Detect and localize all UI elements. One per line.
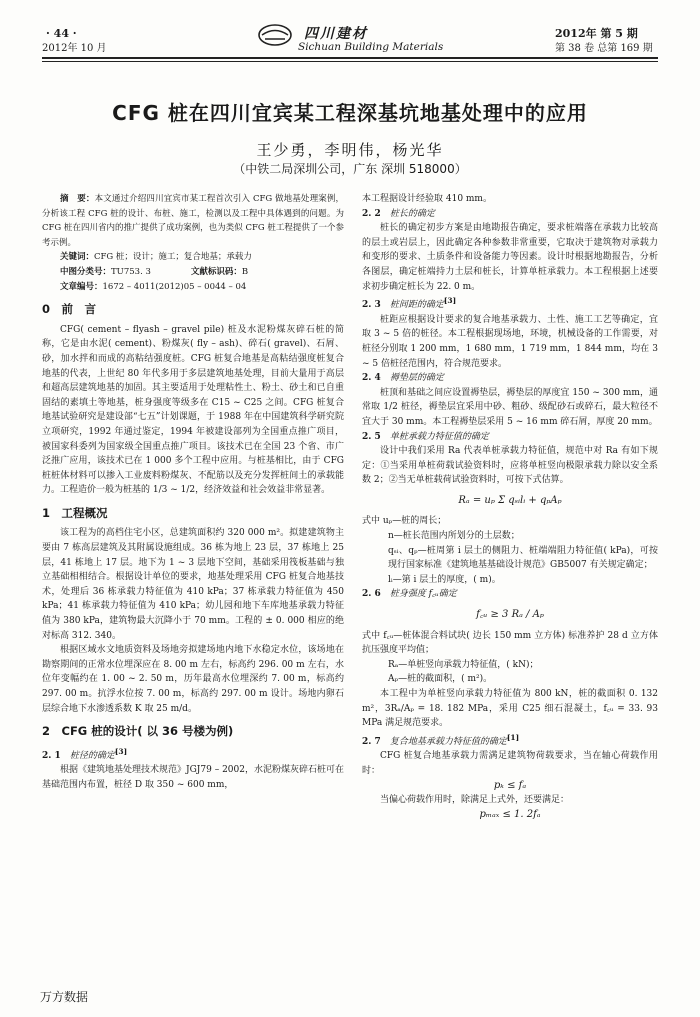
left-column [42, 192, 344, 793]
section-1-title: 1 工程概况 [42, 505, 108, 520]
where-3: qₛᵢ、qₚ—桩周第 i 层土的侧阻力、桩端端阻力特征值( kPa)，可按现行国家标准《建筑地基基础设计规范》GB5007 有关规定确定； [388, 545, 658, 571]
subsection-2-3-text: 桩距应根据设计要求的复合地基承载力、土性、施工工艺等确定，宜取 3 ~ 5 倍的桩径。本工程根据现场地，环境，机械设备的工作需要，对桩径分别取 1 200 mm，1 680 mm，1 719 mm，1 844 mm，均在 3 ~ 5 倍桩径范围内，符合规范要求。 [362, 314, 658, 369]
subsection-2-3-title: 2. 3 桩间距的确定[3] [362, 296, 457, 311]
page-number: · 44 · [46, 27, 77, 40]
right-column [362, 192, 658, 822]
classification [42, 265, 344, 280]
paper-affiliation: （中铁二局深圳公司，广东 深圳 518000） [233, 162, 467, 176]
abstract-text: 本文通过介绍四川宜宾市某工程首次引入 CFG 做地基处理案例，分析该工程 CFG 桩的设计、布桩、施工，检测以及工程中具体遇到的问题。为 CFG 桩在四川省内的推广提供了成功案例，也为类似 CFG 桩工程提供了一个参考示例。 [42, 194, 344, 248]
header-rule-thin [42, 61, 658, 62]
abstract-label: 摘 要： [60, 194, 95, 204]
journal-title-en: Sichuan Building Materials [298, 41, 444, 53]
subsection-2-6-title: 2. 6 桩身强度 f꜀ᵤ确定 [362, 589, 457, 600]
abstract [42, 192, 344, 250]
subsection-2-5-title: 2. 5 单桩承载力特征值的确定 [362, 431, 489, 442]
article-text: 1672 – 4011(2012)05 – 0044 – 04 [102, 281, 247, 292]
keywords-text: CFG 桩；设计；施工；复合地基；承载力 [94, 252, 252, 263]
section-1-para-2: 根据区域水文地质资料及场地旁拟建场地内地下水稳定水位，该场地在勘察期间的正常水位埋深应在 8. 00 m 左右，标高约 296. 00 m 左右，水位年变幅约在 1. 00 ~ 2. 50 m，历年最高水位埋深约 7. 00 m，标高约 297. 00 m。抗浮水位按 7. 00 m，标高约 297. 00 m 设计。场地内卵石层综合地下水渗透系数 K 取 25 m/d。 [42, 645, 344, 714]
where-4: lᵢ—第 i 层土的厚度，( m)。 [388, 574, 501, 585]
where-2: n—桩长范围内所划分的土层数； [388, 531, 520, 542]
journal-logo-icon [258, 24, 292, 46]
header-volume: 第 38 卷 总第 169 期 [555, 43, 653, 54]
subsection-2-7-text-2: 当偏心荷载作用时，除满足上式外，还要满足： [380, 795, 570, 806]
subsection-2-1-text: 根据《建筑地基处理技术规范》JGJ79 – 2002，水泥粉煤灰碎石桩可在基础范围内布置，桩径 D 取 350 ~ 600 mm， [42, 765, 344, 790]
clc-label: 中图分类号： [60, 266, 112, 277]
subsection-2-5-text: 设计中我们采用 Ra 代表单桩承载力特征值，规范中对 Ra 有如下规定：①当采用单桩荷载试验资料时，应将单桩竖向极限承载力除以安全系数 2；②当无单桩载荷试验资料时，可按下式估算。 [362, 446, 658, 486]
doc-label: 文献标识码： [190, 266, 242, 277]
header-date: 2012年 10 月 [42, 43, 107, 54]
keywords-label: 关键词： [60, 252, 95, 263]
subsection-2-4-title: 2. 4 褥垫层的确定 [362, 373, 444, 384]
section-2-title: 2 CFG 桩的设计( 以 36 号楼为例) [42, 724, 234, 739]
section-0-para: CFG( cement – flyash – gravel pile) 桩及水泥粉煤灰碎石桩的简称，它是由水泥( cement)、粉煤灰( fly – ash)、碎石( gravel)、石屑、砂，加水拌和而成的高粘结强度桩。CFG 桩复合地基是高粘结强度桩复合地基的代表，上世纪 80 年代多用于多层建筑地基处理，目前大量用于高层和超高层建筑地基的加固。其主要适用于处理粘性土、粉土、砂土和已自重固结的素填土等地基，桩身强度等级多在 C15 ~ C25 之间。CFG 桩复合地基试验研究是建设部“七五”计划课题，于 1988 年在中国建筑科学研究院立项研究，1992 年通过鉴定，1994 年被建设部列为全国重点推广项目，被国家科委列为国家级全国重点推广项目。该技术已在全国 23 个省、市广泛推广应用，该技术已在 1 000 多个工程中应用。与桩基相比，由于 CFG 桩桩体材料可以掺入工业废料粉煤灰、不配筋以及充分发挥桩间土的承载能力。工程造价一般为桩基的 1/3 ~ 1/2，经济效益和社会效益非常显著。 [42, 324, 344, 496]
footer-watermark: 万方数据 [40, 990, 89, 1004]
subsection-2-2-title: 2. 2 桩长的确定 [362, 208, 435, 219]
paper-title: CFG 桩在四川宜宾某工程深基坑地基处理中的应用 [112, 101, 588, 125]
header-rule [42, 57, 658, 59]
section-1-para-1: 该工程为的高档住宅小区，总建筑面积约 320 000 m²。拟建建筑物主要由 7 栋高层建筑及其附属设施组成。36 栋为地上 23 层，37 栋地上 25 层，41 栋地上 17 层。地下为 1 ~ 3 层地下空间，基础采用筏板基础与独立基础相相结合。根据设计单位的要求，地基处理采用 CFG 桩复合地基技术，处理后 36 栋承载力特征值为 410 kPa；37 栋承载力特征值为 450 kPa；41 栋承载力特征值为 410 kPa；幼儿园和地下车库地基承载力特征值为 380 kPa，建筑物最大沉降小于 70 mm。工程的 ± 0. 000 相应的绝对标高 312. 340。 [42, 528, 344, 641]
where-5: 式中 f꜀ᵤ—桩体混合料试块( 边长 150 mm 立方体) 标准养护 28 d 立方体抗压强度平均值； [362, 630, 658, 656]
journal-title-cn: 四川建材 [304, 26, 368, 42]
subsection-2-7-title: 2. 7 复合地基承载力特征值的确定[1] [362, 732, 520, 747]
subsection-2-2-text: 桩长的确定初步方案是由地勘报告确定，要求桩端落在承载力比较高的层土或岩层上，因此确定各种参数非常重要，它取决于建筑物对承载力和变形的要求、土质条件和设备能力等因素。设计时根据地勘报告，分析各图层，确定桩端持力土层和桩长，计算单桩承载力。本工程根据上述要求初步确定桩长为 22. 0 m。 [362, 223, 658, 292]
subsection-2-6-text: 本工程中为单桩竖向承载力特征值为 800 kN，桩的截面积 0. 132 m²，3Rₐ/Aₚ = 18. 182 MPa，采用 C25 细石混凝土，f꜀ᵤ = 33. 93 MPa 满足规范要求。 [362, 689, 658, 729]
subsection-2-1-title: 2. 1 桩径的确定[3] [42, 746, 128, 761]
paper-authors: 王少勇，李明伟，杨光华 [256, 141, 444, 159]
where-6: Rₐ—单桩竖向承载力特征值，( kN)； [388, 659, 539, 670]
equation-4: pₘₐₓ ≤ 1. 2fₐ [479, 808, 541, 820]
keywords [42, 250, 344, 265]
where-1: 式中 uₚ—桩的周长； [362, 516, 447, 527]
equation-3: pₖ ≤ fₐ [493, 779, 527, 791]
subsection-2-4-text: 桩顶和基础之间应设置褥垫层，褥垫层的厚度宜 150 ~ 300 mm，通常取 1/2 桩径，褥垫层宜采用中砂、粗砂、级配砂石或碎石，最大粒径不宜大于 30 mm。本工程褥垫层采用 5 ~ 16 mm 碎石屑，厚度 20 mm。 [362, 387, 658, 427]
article-label: 文章编号： [60, 281, 103, 292]
subsection-2-7-text: CFG 桩复合地基承载力需满足建筑物荷载要求，当在轴心荷载作用时： [362, 751, 658, 776]
where-7: Aₚ—桩的截面积，( m²)。 [388, 674, 493, 685]
doc-text: B [241, 266, 249, 277]
article-number [42, 280, 344, 295]
section-0-title: 0 前 言 [42, 302, 97, 317]
equation-2: f꜀ᵤ ≥ 3 Rₐ / Aₚ [476, 609, 544, 621]
clc-text: TU753. 3 [111, 266, 151, 277]
equation-1: Rₐ = uₚ Σ qₛᵢlᵢ + qₚAₚ [458, 494, 562, 506]
subsection-2-1-cont: 本工程据设计经验取 410 mm。 [362, 194, 492, 204]
header-issue: 2012年 第 5 期 [555, 27, 638, 40]
